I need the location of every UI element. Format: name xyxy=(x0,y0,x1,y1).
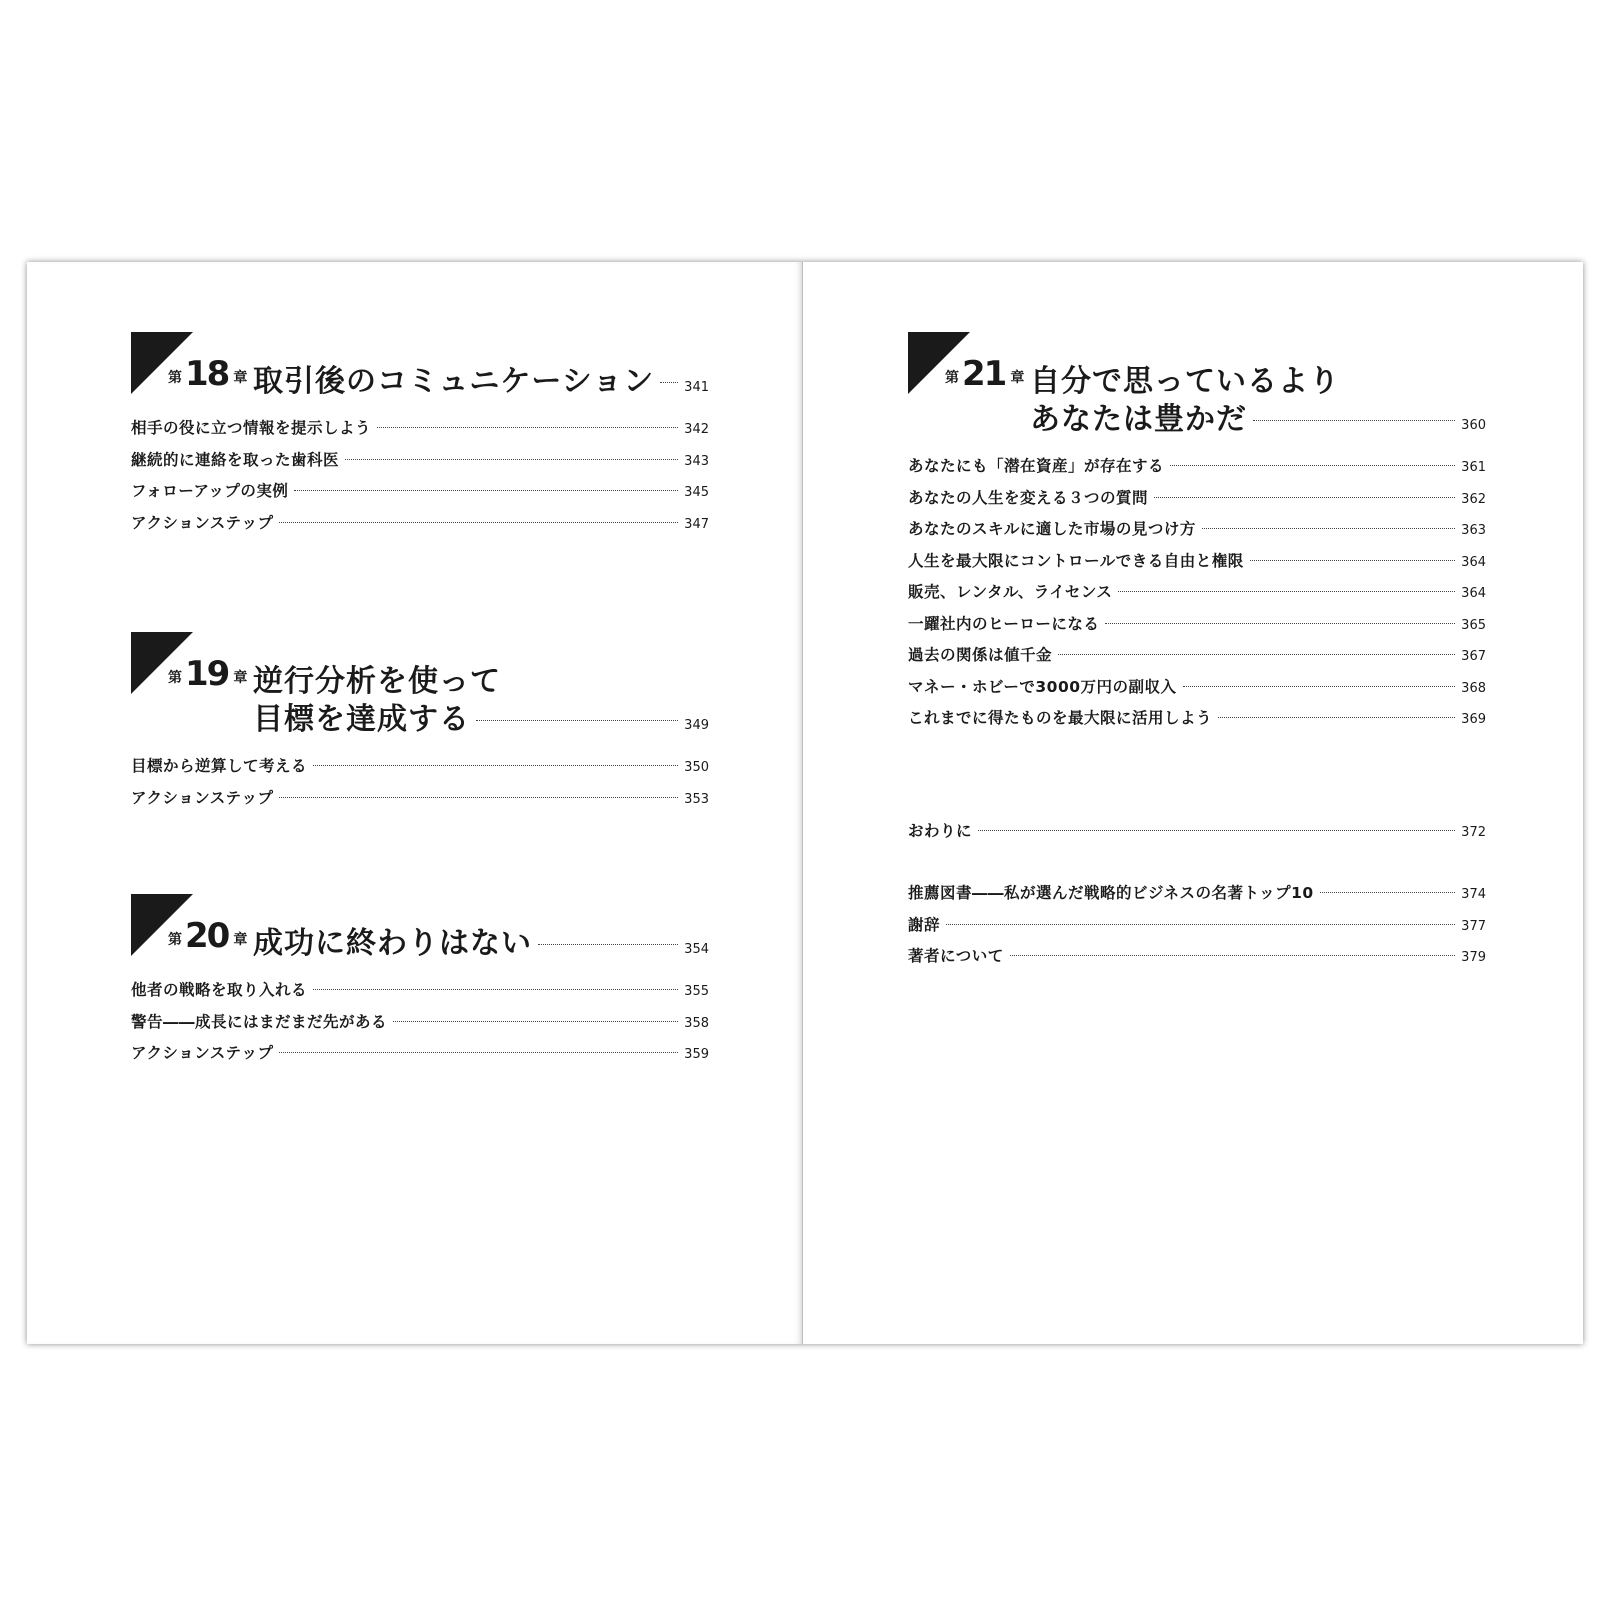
page-number: 342 xyxy=(684,422,709,437)
section-list xyxy=(131,416,709,542)
chapter-label xyxy=(168,354,247,394)
chapter-number: 21 xyxy=(962,354,1006,394)
entry-title: 一躍社内のヒーローになる xyxy=(908,614,1100,633)
page-number: 358 xyxy=(684,1015,709,1031)
toc-entry[interactable] xyxy=(908,549,1486,581)
chapter-title-line[interactable] xyxy=(1030,394,1486,438)
chapter-title: 目標を達成する xyxy=(253,702,470,737)
dot-leader xyxy=(946,924,1455,925)
toc-entry[interactable] xyxy=(908,612,1486,644)
entry-title: 継続的に連絡を取った歯科医 xyxy=(131,450,340,469)
dot-leader xyxy=(476,720,678,721)
page-number: 350 xyxy=(684,760,709,775)
chapter-label xyxy=(168,654,247,694)
book-spread xyxy=(27,262,1583,1344)
toc-entry[interactable] xyxy=(908,706,1486,738)
page-number: 369 xyxy=(1461,712,1486,727)
dot-leader xyxy=(1253,420,1455,421)
toc-entry[interactable] xyxy=(131,786,709,818)
entry-title: 目標から逆算して考える xyxy=(131,757,308,775)
dot-leader xyxy=(538,944,678,945)
entry-title: 警告――成長にはまだまだ先がある xyxy=(131,1012,388,1031)
entry-title: 販売、レンタル、ライセンス xyxy=(908,583,1113,601)
page-number: 365 xyxy=(1461,617,1486,633)
chapter-title: 成功に終わりはない xyxy=(253,926,532,961)
chapter-number: 18 xyxy=(185,354,229,394)
dot-leader xyxy=(1105,623,1455,624)
chapter-suffix: 章 xyxy=(233,932,248,948)
page-number: 364 xyxy=(1461,586,1486,601)
dot-leader xyxy=(279,797,678,798)
dot-leader xyxy=(1010,955,1455,956)
entry-title: あなたの人生を変える３つの質問 xyxy=(908,488,1149,507)
page-number: 353 xyxy=(684,791,709,807)
dot-leader xyxy=(345,459,678,460)
page-number: 345 xyxy=(684,485,709,500)
toc-entry[interactable] xyxy=(908,580,1486,612)
chapter-number: 19 xyxy=(185,654,229,694)
dot-leader xyxy=(313,989,678,990)
entry-title: 相手の役に立つ情報を提示しよう xyxy=(131,419,372,437)
back-matter-section xyxy=(908,819,1486,851)
chapter-suffix: 章 xyxy=(1010,370,1025,386)
toc-entry[interactable] xyxy=(131,1041,709,1073)
page-number: 355 xyxy=(684,984,709,999)
page-number: 359 xyxy=(684,1047,709,1062)
page-number: 367 xyxy=(1461,649,1486,664)
dot-leader xyxy=(377,427,678,428)
entry-title: フォローアップの実例 xyxy=(131,482,289,500)
dot-leader xyxy=(1154,497,1455,498)
left-page xyxy=(27,262,803,1344)
dot-leader xyxy=(279,1052,678,1053)
chapter-suffix: 章 xyxy=(233,370,248,386)
page-number: 363 xyxy=(1461,523,1486,538)
toc-entry[interactable] xyxy=(908,486,1486,518)
section-list xyxy=(131,754,709,817)
chapter-title-line[interactable] xyxy=(253,694,709,738)
chapter-title: あなたは豊かだ xyxy=(1030,402,1247,437)
dot-leader xyxy=(1218,717,1455,718)
page-number: 374 xyxy=(1461,887,1486,902)
page-number: 377 xyxy=(1461,918,1486,934)
section-list xyxy=(908,454,1486,738)
dot-leader xyxy=(1202,528,1455,529)
toc-entry-acknowledgements[interactable] xyxy=(908,913,1486,945)
toc-entry[interactable] xyxy=(131,416,709,448)
chapter-prefix: 第 xyxy=(168,370,182,386)
toc-entry[interactable] xyxy=(131,754,709,786)
page-number: 368 xyxy=(1461,680,1486,696)
entry-title: これまでに得たものを最大限に活用しよう xyxy=(908,709,1213,727)
chapter-label xyxy=(945,354,1024,394)
chapter-number: 20 xyxy=(185,916,229,956)
dot-leader xyxy=(393,1021,678,1022)
dot-leader xyxy=(294,490,678,491)
toc-entry[interactable] xyxy=(908,643,1486,675)
page-number: 349 xyxy=(684,718,709,733)
entry-title: あなたにも「潜在資産」が存在する xyxy=(908,457,1165,475)
entry-title: マネー・ホビーで3000万円の副収入 xyxy=(908,677,1177,696)
chapter-title-first-line[interactable]: 自分で思っているより xyxy=(1030,364,1340,399)
chapter-prefix: 第 xyxy=(168,932,182,948)
chapter-prefix: 第 xyxy=(168,670,182,686)
page-number: 364 xyxy=(1461,554,1486,570)
chapter-title-line[interactable] xyxy=(253,356,709,400)
page-number: 347 xyxy=(684,516,709,532)
page-number: 361 xyxy=(1461,460,1486,475)
page-number: 362 xyxy=(1461,491,1486,507)
toc-entry[interactable] xyxy=(908,517,1486,549)
dot-leader xyxy=(1170,465,1455,466)
toc-entry[interactable] xyxy=(131,1010,709,1042)
dot-leader xyxy=(660,382,678,383)
entry-title: アクションステップ xyxy=(131,788,274,807)
toc-entry[interactable] xyxy=(908,454,1486,486)
page-number: 354 xyxy=(684,942,709,957)
dot-leader xyxy=(1118,591,1455,592)
entry-title: 謝辞 xyxy=(908,915,941,934)
page-number: 379 xyxy=(1461,950,1486,965)
entry-title: 他者の戦略を取り入れる xyxy=(131,981,308,999)
entry-title: あなたのスキルに適した市場の見つけ方 xyxy=(908,520,1196,538)
back-matter-section xyxy=(908,881,1486,976)
entry-title: おわりに xyxy=(908,822,973,840)
dot-leader xyxy=(1183,686,1456,687)
entry-title: アクションステップ xyxy=(131,1044,274,1062)
chapter-title: 取引後のコミュニケーション xyxy=(253,364,655,399)
right-page xyxy=(803,262,1583,1344)
toc-entry[interactable] xyxy=(908,675,1486,707)
chapter-title-first-line[interactable]: 逆行分析を使って xyxy=(253,664,501,699)
page-number: 360 xyxy=(1461,418,1486,433)
chapter-prefix: 第 xyxy=(945,370,959,386)
chapter-suffix: 章 xyxy=(233,670,248,686)
dot-leader xyxy=(313,765,678,766)
chapter-title-line[interactable] xyxy=(253,918,709,962)
toc-entry-about-author[interactable] xyxy=(908,944,1486,976)
entry-title: 著者について xyxy=(908,947,1004,965)
page-number: 343 xyxy=(684,453,709,469)
toc-entry[interactable] xyxy=(131,978,709,1010)
page-number: 341 xyxy=(684,380,709,395)
entry-title: 過去の関係は値千金 xyxy=(908,646,1053,664)
chapter-label xyxy=(168,916,247,956)
toc-entry-afterword[interactable] xyxy=(908,819,1486,851)
toc-entry-recommended-books[interactable] xyxy=(908,881,1486,913)
toc-entry[interactable] xyxy=(131,511,709,543)
dot-leader xyxy=(978,830,1455,831)
toc-entry[interactable] xyxy=(131,448,709,480)
entry-title: 推薦図書――私が選んだ戦略的ビジネスの名著トップ10 xyxy=(908,884,1314,902)
dot-leader xyxy=(279,522,678,523)
section-list xyxy=(131,978,709,1073)
dot-leader xyxy=(1320,892,1456,893)
page-number: 372 xyxy=(1461,825,1486,840)
dot-leader xyxy=(1058,654,1455,655)
entry-title: 人生を最大限にコントロールできる自由と権限 xyxy=(908,551,1244,570)
dot-leader xyxy=(1250,560,1455,561)
toc-entry[interactable] xyxy=(131,479,709,511)
entry-title: アクションステップ xyxy=(131,513,274,532)
